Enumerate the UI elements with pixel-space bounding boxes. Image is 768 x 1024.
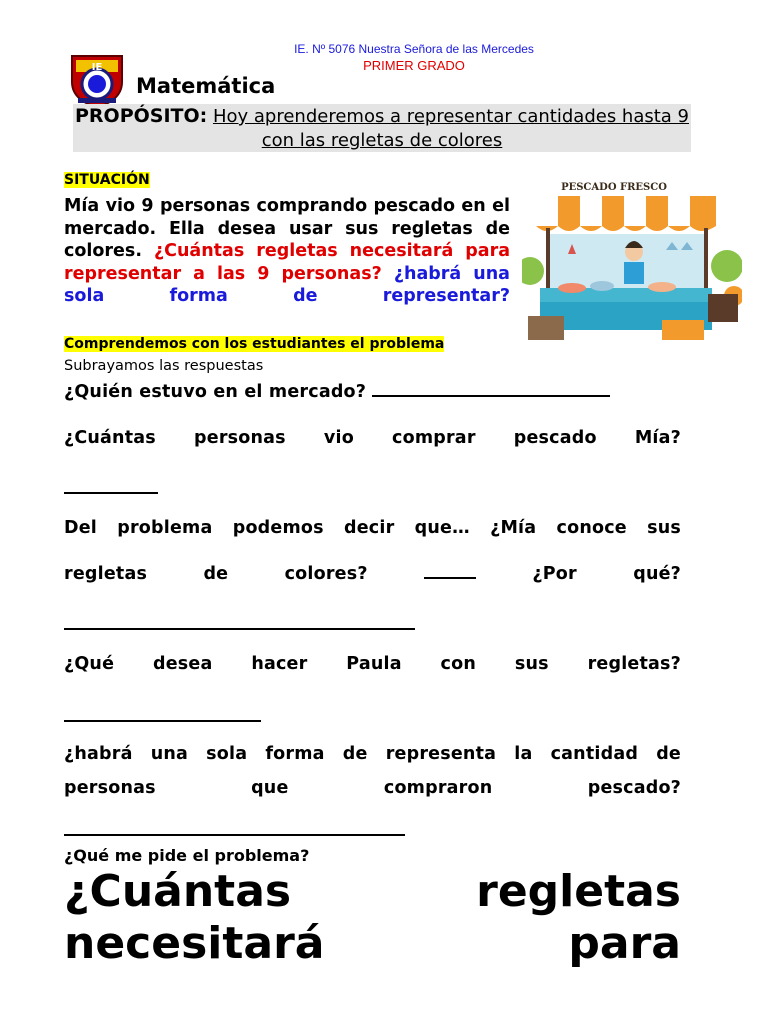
answer-blank-4[interactable] [64,708,261,722]
svg-text:IE: IE [91,62,103,73]
situation-text-black: Mía vio 9 personas comprando pescado en el mercado. Ella desea usar sus regletas de colores. [64,196,510,261]
purpose-label: PROPÓSITO: [74,105,208,127]
question-5-line-1: ¿habrá una sola forma de representa la cantidad de [64,744,681,764]
purpose-text: Hoy aprenderemos a representar cantidades hasta 9 con las regletas de colores [212,106,689,151]
question-5-line-2: personas que compraron pescado? [64,778,682,798]
situation-question-blue: ¿habrá una sola forma de representar? [64,263,510,306]
fish-market-image [522,176,742,344]
svg-text:PESCADO FRESCO: PESCADO FRESCO [561,182,667,193]
question-2: ¿Cuántas personas vio comprar pescado Mía? [64,428,681,448]
question-4: ¿Qué desea hacer Paula con sus regletas? [64,654,682,674]
situation-question-red: ¿Cuántas regletas necesitará para representar a las 9 personas? [64,241,511,284]
big-question-line-2: necesitará para [64,918,681,969]
comprehension-heading: Comprendemos con los estudiantes el problema [64,336,445,352]
answer-blank-3a[interactable] [424,576,476,579]
answer-blank-3b[interactable] [64,616,415,630]
question-3-line-2: regletas de colores? ¿Por qué? [64,564,682,584]
big-question-line-1: ¿Cuántas regletas [64,866,681,917]
question-3-line-1: Del problema podemos decir que… ¿Mía conoce sus [64,518,681,538]
situation-heading: SITUACIÓN [64,172,150,188]
school-name: IE. Nº 5076 Nuestra Señora de las Mercedes [294,42,534,56]
purpose-statement [73,104,691,153]
instruction-text: Subrayamos las respuestas [64,358,264,374]
situation-text [64,195,510,308]
question-1: ¿Quién estuvo en el mercado? [64,382,681,402]
answer-blank-5[interactable] [64,822,405,836]
grade-label: PRIMER GRADO [363,58,465,73]
subject-title: Matemática [136,74,276,98]
fish-market-stall-icon [522,176,742,344]
question-6: ¿Qué me pide el problema? [64,846,310,865]
answer-blank-1[interactable] [372,394,610,397]
answer-blank-2[interactable] [64,478,158,494]
